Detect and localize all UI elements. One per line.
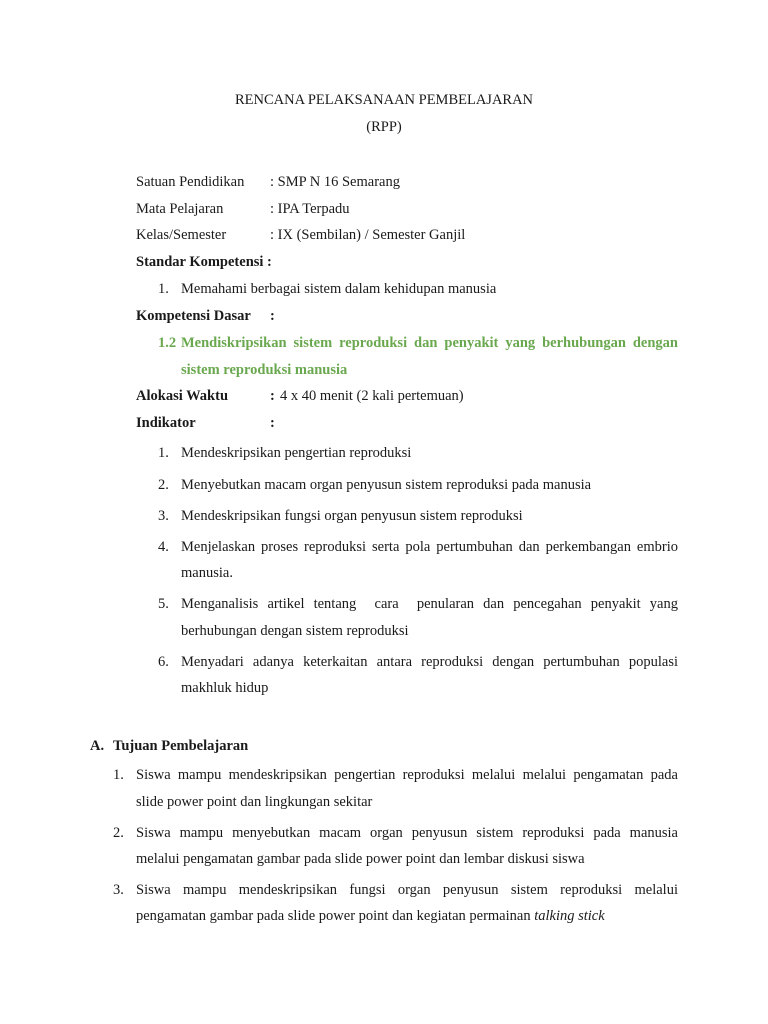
indikator-item-text: Menganalisis artikel tentang cara penularan dan pencegahan penyakit yang: [181, 596, 678, 612]
kompetensi-dasar-colon: :: [270, 308, 275, 324]
indikator-colon: :: [270, 415, 275, 431]
alokasi-waktu-label: Alokasi Waktu: [136, 388, 229, 404]
document-title: RENCANA PELAKSANAAN PEMBELAJARAN: [234, 92, 534, 108]
tujuan-item-number: 2.: [113, 825, 124, 841]
info-value-kelas: : IX (Sembilan) / Semester Ganjil: [270, 227, 466, 243]
standar-kompetensi-heading: Standar Kompetensi :: [136, 254, 272, 270]
info-label-satuan: Satuan Pendidikan: [136, 174, 245, 190]
document-subtitle: (RPP): [366, 119, 402, 135]
tujuan-item-number: 3.: [113, 882, 124, 898]
tujuan-item-text-cont: [136, 908, 605, 925]
indikator-item-number: 5.: [158, 596, 169, 612]
talking-stick-emphasis: talking stick: [534, 908, 605, 924]
indikator-item-text: Menyadari adanya keterkaitan antara reproduksi dengan pertumbuhan populasi: [181, 654, 678, 670]
tujuan-item-text-cont: melalui pengamatan gambar pada slide power point dan lembar diskusi siswa: [136, 851, 585, 867]
alokasi-waktu-colon: :: [270, 388, 275, 404]
alokasi-waktu-value: 4 x 40 menit (2 kali pertemuan): [280, 388, 464, 404]
kd-text-line2: sistem reproduksi manusia: [181, 362, 348, 378]
kd-number: 1.2: [158, 335, 177, 351]
indikator-item-number: 6.: [158, 654, 169, 670]
tujuan-item-text-plain: pengamatan gambar pada slide power point dan kegiatan permainan: [136, 908, 535, 924]
tujuan-item-text-cont: slide power point dan lingkungan sekitar: [136, 794, 373, 810]
indikator-item-text-cont: berhubungan dengan sistem reproduksi: [181, 623, 409, 639]
section-a-letter: A.: [90, 738, 105, 754]
tujuan-item-text: Siswa mampu menyebutkan macam organ penyusun sistem reproduksi pada manusia: [136, 825, 678, 841]
indikator-item-number: 3.: [158, 508, 169, 524]
indikator-heading: Indikator: [136, 415, 196, 431]
indikator-item-text: Mendeskripsikan pengertian reproduksi: [181, 445, 412, 461]
kompetensi-dasar-heading: Kompetensi Dasar: [136, 308, 251, 324]
indikator-item-text: Mendeskripsikan fungsi organ penyusun sistem reproduksi: [181, 508, 523, 524]
indikator-item-number: 1.: [158, 445, 169, 461]
indikator-item-text: Menyebutkan macam organ penyusun sistem reproduksi pada manusia: [181, 477, 592, 493]
indikator-item-number: 4.: [158, 539, 169, 555]
indikator-item-text: Menjelaskan proses reproduksi serta pola pertumbuhan dan perkembangan embrio: [181, 539, 678, 555]
info-label-kelas: Kelas/Semester: [136, 227, 227, 243]
sk-item-number: 1.: [158, 281, 169, 297]
section-a-title: Tujuan Pembelajaran: [113, 738, 249, 754]
indikator-item-text-cont: manusia.: [181, 565, 233, 581]
indikator-item-text-cont: makhluk hidup: [181, 680, 269, 696]
sk-item-text: Memahami berbagai sistem dalam kehidupan manusia: [181, 281, 497, 297]
tujuan-item-number: 1.: [113, 767, 124, 783]
info-value-mapel: : IPA Terpadu: [270, 201, 350, 217]
indikator-item-number: 2.: [158, 477, 169, 493]
info-label-mapel: Mata Pelajaran: [136, 201, 224, 217]
tujuan-item-text: Siswa mampu mendeskripsikan fungsi organ penyusun sistem reproduksi melalui: [136, 882, 678, 898]
info-value-satuan: : SMP N 16 Semarang: [270, 174, 400, 190]
kd-text-line1: Mendiskripsikan sistem reproduksi dan penyakit yang berhubungan dengan: [181, 335, 678, 351]
tujuan-item-text: Siswa mampu mendeskripsikan pengertian reproduksi melalui melalui pengamatan pada: [136, 767, 678, 783]
